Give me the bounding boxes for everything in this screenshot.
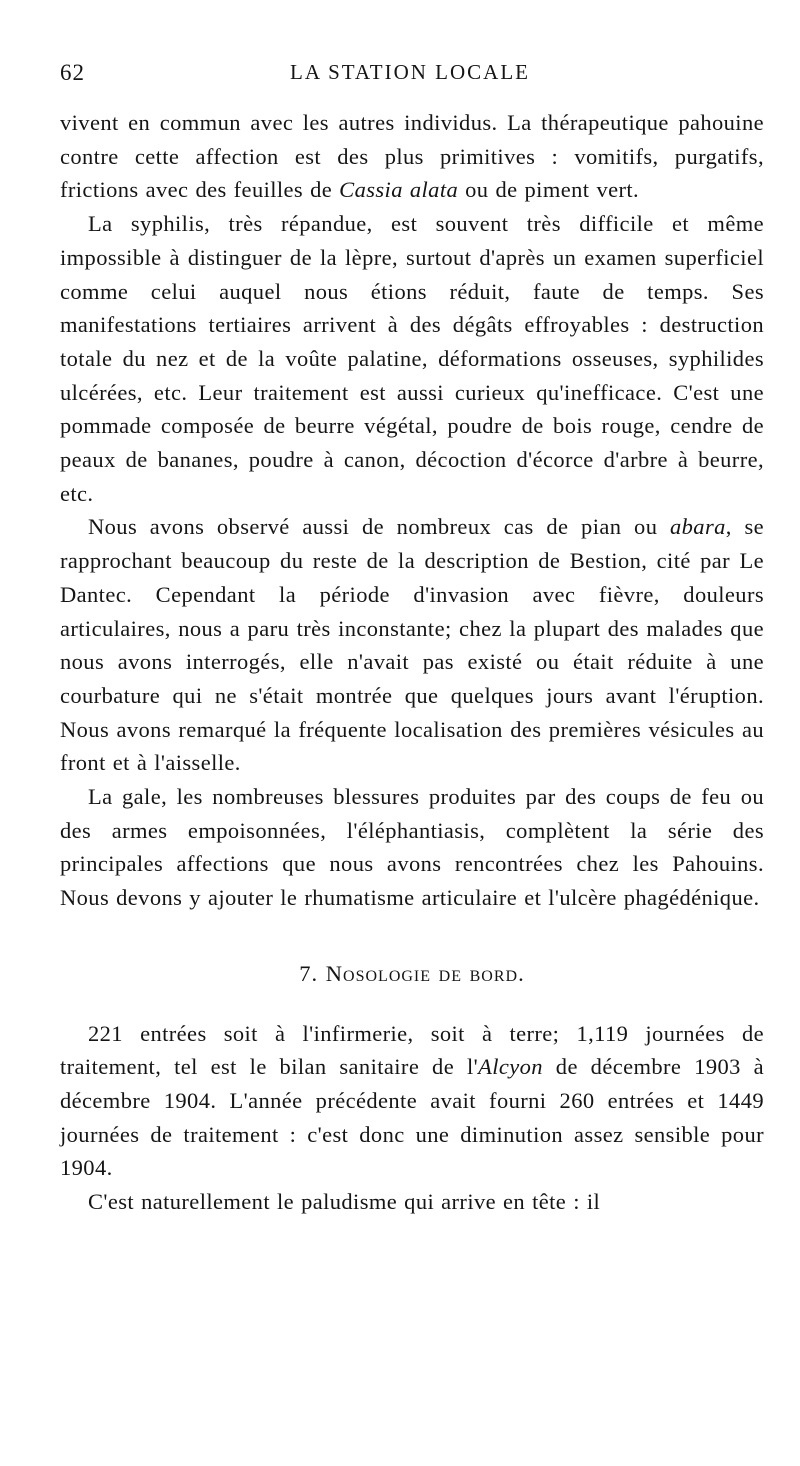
paragraph-5 <box>60 1017 764 1186</box>
body-text <box>60 106 764 1219</box>
species-name: Cassia alata <box>339 177 459 203</box>
text-segment: C'est naturellement le paludisme qui arrive en tête : il <box>88 1189 601 1215</box>
running-head <box>60 60 760 90</box>
page-number: 62 <box>60 60 85 85</box>
text-segment: de décembre 1903 à décembre 1904. L'année précédente avait fourni 260 entrées et 1449 journées de traitement : c'est donc une diminution assez sensible pour 1904. <box>60 1054 765 1181</box>
section-number: 7. <box>299 960 319 986</box>
text-segment: Nous avons observé aussi de nombreux cas de pian ou <box>88 514 670 540</box>
text-segment: , se rapprochant beaucoup du reste de la description de Bestion, cité par Le Dantec. Cependant la période d'invasion avec fièvre, douleurs articulaires, nous a paru très inconstante; chez la plupart des malades que nous avons interrogés, elle n'avait pas existé ou était réduite à une courbature qui ne s'était montrée que quelques jours avant l'éruption. Nous avons remarqué la fréquente localisation des premières vésicules au front et à l'aisselle. <box>60 514 764 776</box>
text-segment: ou de piment vert. <box>458 177 640 203</box>
paragraph-1 <box>60 106 764 207</box>
paragraph-2 <box>60 207 764 510</box>
section-title: Nosologie de bord. <box>325 960 525 986</box>
running-title: LA STATION LOCALE <box>290 60 530 84</box>
local-term: abara <box>670 514 726 540</box>
section-heading <box>60 957 764 991</box>
text-segment: La gale, les nombreuses blessures produites par des coups de feu ou des armes empoisonnées, l'éléphantiasis, complètent la série des principales affections que nous avons rencontrées chez les Pahouins. Nous devons y ajouter le rhumatisme articulaire et l'ulcère phagédénique. <box>60 784 764 911</box>
paragraph-4 <box>60 780 764 915</box>
ship-name: Alcyon <box>478 1054 543 1080</box>
paragraph-3 <box>60 510 764 780</box>
text-segment: La syphilis, très répandue, est souvent très difficile et même impossible à distinguer de la lèpre, surtout d'après un examen superficiel comme celui auquel nous étions réduit, faute de temps. Ses manifestations tertiaires arrivent à des dégâts effroyables : destruction totale du nez et de la voûte palatine, déformations osseuses, syphilides ulcérées, etc. Leur traitement est aussi curieux qu'inefficace. C'est une pommade composée de beurre végétal, poudre de bois rouge, cendre de peaux de bananes, poudre à canon, décoction d'écorce d'arbre à beurre, etc. <box>60 211 764 506</box>
text-segment: 221 entrées soit à l'infirmerie, soit à terre; 1,119 journées de traitement, tel est le bilan sanitaire de l' <box>60 1020 764 1080</box>
text-segment: vivent en commun avec les autres individus. La thérapeutique pahouine contre cette affection est des plus primitives : vomitifs, purgatifs, frictions avec des feuilles de <box>60 110 764 203</box>
paragraph-6 <box>60 1185 764 1219</box>
